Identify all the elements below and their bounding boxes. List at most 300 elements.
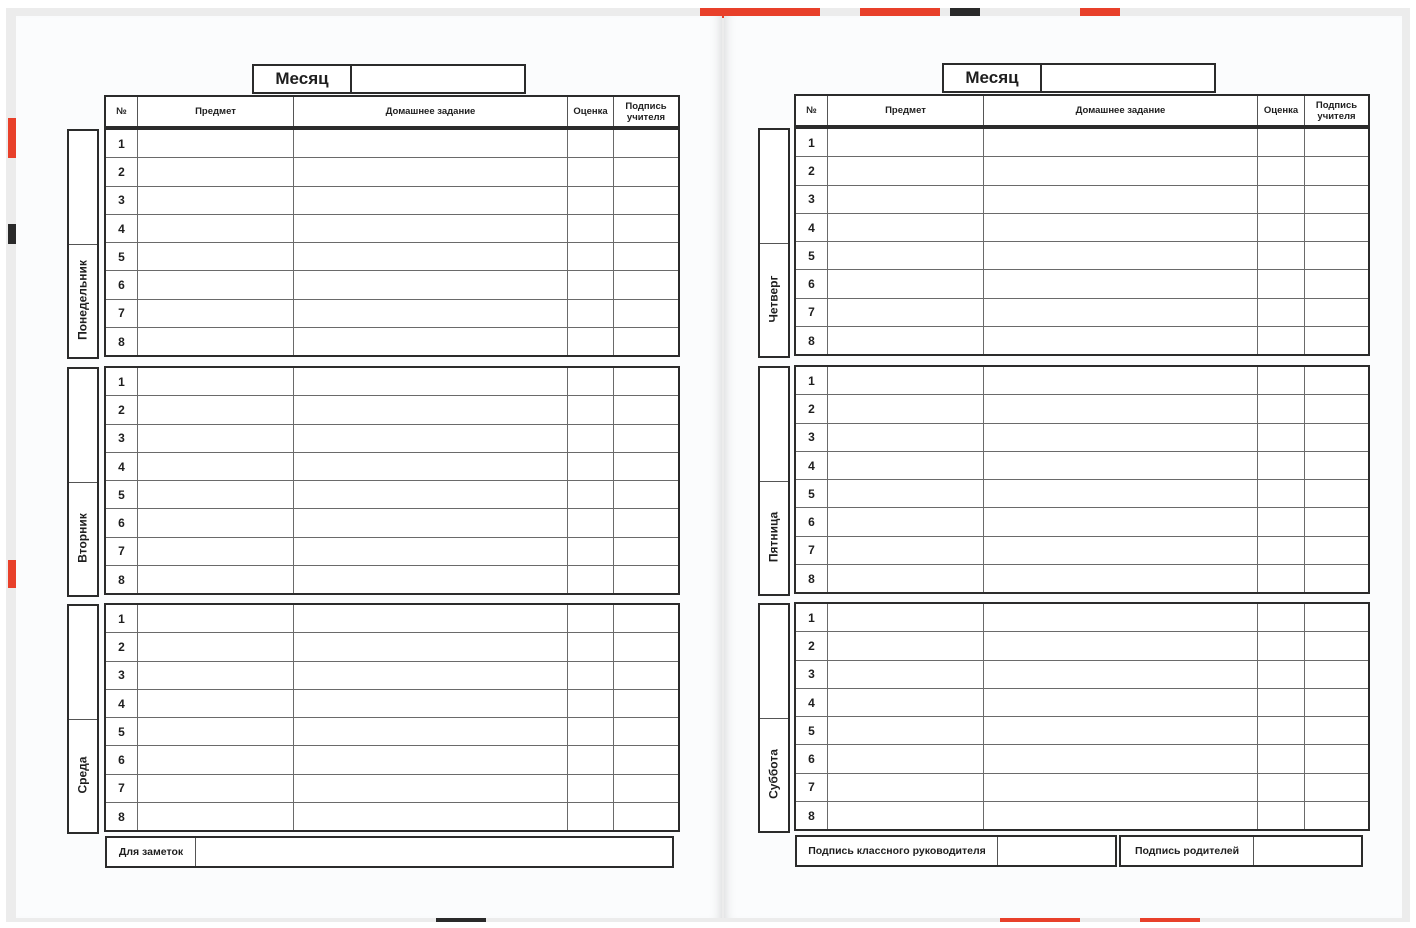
subject-cell[interactable]	[828, 129, 984, 157]
homework-cell[interactable]	[294, 803, 568, 831]
table-row	[106, 689, 679, 717]
subject-cell[interactable]	[828, 157, 984, 185]
homework-cell[interactable]	[294, 328, 568, 356]
lesson-number: 4	[106, 689, 138, 717]
signature-cell[interactable]	[614, 368, 679, 396]
homework-cell[interactable]	[294, 368, 568, 396]
table-row	[796, 688, 1369, 716]
homework-cell[interactable]	[294, 214, 568, 242]
homework-cell[interactable]	[294, 605, 568, 633]
lesson-number: 6	[106, 271, 138, 299]
homework-cell[interactable]	[294, 566, 568, 594]
subject-cell[interactable]	[828, 536, 984, 564]
table-row	[796, 395, 1369, 423]
right-column-header	[795, 95, 1369, 126]
homework-cell[interactable]	[984, 604, 1258, 632]
lesson-number: 7	[106, 537, 138, 565]
homework-cell[interactable]	[294, 661, 568, 689]
homework-cell[interactable]	[294, 481, 568, 509]
lesson-number: 5	[796, 717, 828, 745]
subject-cell[interactable]	[138, 368, 294, 396]
signature-cell[interactable]	[614, 271, 679, 299]
subject-cell[interactable]	[828, 773, 984, 801]
signature-cell[interactable]	[614, 509, 679, 537]
table-row	[106, 271, 679, 299]
table-row	[796, 157, 1369, 185]
subject-cell[interactable]	[828, 327, 984, 355]
table-row	[796, 536, 1369, 564]
subject-cell[interactable]	[138, 214, 294, 242]
month-input[interactable]	[1042, 65, 1214, 91]
homework-cell[interactable]	[294, 186, 568, 214]
lesson-number: 3	[796, 660, 828, 688]
signature-cell[interactable]	[614, 299, 679, 327]
grade-cell[interactable]	[568, 214, 614, 242]
lesson-number: 6	[106, 509, 138, 537]
homework-cell[interactable]	[984, 688, 1258, 716]
lesson-number: 8	[796, 802, 828, 830]
left-column-header	[105, 96, 679, 127]
day-name: Пятница	[767, 511, 781, 562]
homework-cell[interactable]	[984, 451, 1258, 479]
subject-cell[interactable]	[138, 186, 294, 214]
subject-cell[interactable]	[828, 717, 984, 745]
table-row	[106, 214, 679, 242]
grade-cell[interactable]	[1258, 185, 1305, 213]
subject-cell[interactable]	[138, 746, 294, 774]
grade-cell[interactable]	[568, 130, 614, 158]
homework-cell[interactable]	[294, 509, 568, 537]
class-teacher-signature-label: Подпись классного руководителя	[797, 837, 998, 865]
subject-cell[interactable]	[828, 367, 984, 395]
grade-cell[interactable]	[1258, 451, 1305, 479]
grade-cell[interactable]	[1258, 213, 1305, 241]
table-row	[796, 565, 1369, 593]
homework-cell[interactable]	[984, 157, 1258, 185]
grade-cell[interactable]	[568, 481, 614, 509]
table-row	[796, 773, 1369, 801]
signature-cell[interactable]	[614, 243, 679, 271]
grade-cell[interactable]	[568, 452, 614, 480]
lesson-number: 1	[796, 129, 828, 157]
table-row	[106, 481, 679, 509]
homework-cell[interactable]	[984, 536, 1258, 564]
lesson-number: 5	[106, 718, 138, 746]
table-row	[796, 660, 1369, 688]
homework-cell[interactable]	[294, 537, 568, 565]
subject-cell[interactable]	[828, 688, 984, 716]
notes-row	[105, 836, 674, 868]
lesson-number: 6	[796, 508, 828, 536]
table-row	[106, 509, 679, 537]
homework-cell[interactable]	[984, 480, 1258, 508]
month-input[interactable]	[352, 66, 524, 92]
signature-cell[interactable]	[1305, 536, 1369, 564]
homework-cell[interactable]	[294, 633, 568, 661]
signature-cell[interactable]	[614, 718, 679, 746]
lesson-number: 2	[796, 157, 828, 185]
signature-cell[interactable]	[1305, 508, 1369, 536]
signature-cell[interactable]	[1305, 367, 1369, 395]
day-label-box	[67, 604, 99, 834]
signature-cell[interactable]	[1305, 185, 1369, 213]
lesson-number: 1	[796, 367, 828, 395]
subject-cell[interactable]	[828, 213, 984, 241]
signature-cell[interactable]	[614, 396, 679, 424]
signature-cell[interactable]	[1305, 565, 1369, 593]
subject-cell[interactable]	[138, 537, 294, 565]
subject-cell[interactable]	[138, 243, 294, 271]
signature-cell[interactable]	[1305, 129, 1369, 157]
homework-cell[interactable]	[294, 396, 568, 424]
grade-cell[interactable]	[1258, 688, 1305, 716]
lesson-number: 3	[106, 186, 138, 214]
lesson-number: 4	[106, 214, 138, 242]
homework-cell[interactable]	[294, 299, 568, 327]
signature-cell[interactable]	[614, 424, 679, 452]
table-row	[106, 537, 679, 565]
grade-cell[interactable]	[568, 633, 614, 661]
parents-signature-row	[1119, 835, 1363, 867]
subject-cell[interactable]	[138, 566, 294, 594]
signature-cell[interactable]	[1305, 213, 1369, 241]
subject-cell[interactable]	[828, 604, 984, 632]
header-homework: Домашнее задание	[984, 96, 1258, 126]
signature-cell[interactable]	[1305, 745, 1369, 773]
signature-cell[interactable]	[614, 537, 679, 565]
grade-cell[interactable]	[568, 299, 614, 327]
subject-cell[interactable]	[828, 802, 984, 830]
homework-cell[interactable]	[294, 271, 568, 299]
homework-cell[interactable]	[984, 395, 1258, 423]
class-teacher-signature-input[interactable]	[998, 837, 1115, 865]
lesson-number: 7	[796, 536, 828, 564]
homework-cell[interactable]	[294, 158, 568, 186]
subject-cell[interactable]	[138, 689, 294, 717]
subject-cell[interactable]	[828, 451, 984, 479]
lesson-number: 8	[106, 566, 138, 594]
lesson-number: 7	[796, 773, 828, 801]
signature-cell[interactable]	[1305, 157, 1369, 185]
homework-cell[interactable]	[984, 242, 1258, 270]
subject-cell[interactable]	[828, 298, 984, 326]
grade-cell[interactable]	[1258, 565, 1305, 593]
grade-cell[interactable]	[1258, 717, 1305, 745]
day-schedule-table	[795, 603, 1369, 830]
homework-cell[interactable]	[984, 185, 1258, 213]
grade-cell[interactable]	[1258, 157, 1305, 185]
grade-cell[interactable]	[568, 718, 614, 746]
signature-cell[interactable]	[1305, 480, 1369, 508]
notes-input[interactable]	[196, 838, 672, 866]
header-grade: Оценка	[1258, 96, 1305, 126]
homework-cell[interactable]	[984, 213, 1258, 241]
signature-cell[interactable]	[614, 566, 679, 594]
table-row	[796, 480, 1369, 508]
homework-cell[interactable]	[294, 424, 568, 452]
homework-cell[interactable]	[294, 452, 568, 480]
homework-cell[interactable]	[984, 565, 1258, 593]
homework-cell[interactable]	[984, 423, 1258, 451]
subject-cell[interactable]	[138, 605, 294, 633]
subject-cell[interactable]	[138, 481, 294, 509]
day-schedule-table	[795, 366, 1369, 593]
table-row	[106, 452, 679, 480]
grade-cell[interactable]	[1258, 242, 1305, 270]
table-row	[106, 566, 679, 594]
subject-cell[interactable]	[138, 396, 294, 424]
homework-cell[interactable]	[984, 717, 1258, 745]
grade-cell[interactable]	[568, 689, 614, 717]
table-row	[796, 270, 1369, 298]
subject-cell[interactable]	[138, 299, 294, 327]
lesson-number: 4	[106, 452, 138, 480]
lesson-number: 6	[796, 270, 828, 298]
table-row	[796, 717, 1369, 745]
grade-cell[interactable]	[568, 424, 614, 452]
grade-cell[interactable]	[1258, 480, 1305, 508]
grade-cell[interactable]	[568, 605, 614, 633]
table-row	[106, 774, 679, 802]
homework-cell[interactable]	[294, 689, 568, 717]
grade-cell[interactable]	[568, 186, 614, 214]
subject-cell[interactable]	[138, 803, 294, 831]
header-subject: Предмет	[138, 97, 294, 127]
table-row	[796, 423, 1369, 451]
lesson-number: 5	[106, 481, 138, 509]
grade-cell[interactable]	[568, 566, 614, 594]
grade-cell[interactable]	[1258, 802, 1305, 830]
signature-cell[interactable]	[1305, 270, 1369, 298]
day-label-box	[67, 129, 99, 359]
signature-cell[interactable]	[1305, 632, 1369, 660]
signature-cell[interactable]	[1305, 242, 1369, 270]
day-schedule-table	[105, 129, 679, 356]
grade-cell[interactable]	[568, 537, 614, 565]
subject-cell[interactable]	[138, 452, 294, 480]
table-row	[796, 242, 1369, 270]
grade-cell[interactable]	[568, 509, 614, 537]
month-label: Месяц	[254, 66, 352, 92]
homework-cell[interactable]	[984, 367, 1258, 395]
day-schedule-table	[795, 128, 1369, 355]
grade-cell[interactable]	[568, 396, 614, 424]
header-number: №	[106, 97, 138, 127]
signature-cell[interactable]	[1305, 395, 1369, 423]
grade-cell[interactable]	[1258, 508, 1305, 536]
homework-cell[interactable]	[984, 129, 1258, 157]
signature-cell[interactable]	[614, 633, 679, 661]
signature-cell[interactable]	[1305, 773, 1369, 801]
table-row	[106, 803, 679, 831]
subject-cell[interactable]	[138, 328, 294, 356]
signature-cell[interactable]	[1305, 451, 1369, 479]
table-row	[106, 130, 679, 158]
homework-cell[interactable]	[984, 270, 1258, 298]
table-row	[106, 396, 679, 424]
grade-cell[interactable]	[568, 368, 614, 396]
lesson-number: 7	[796, 298, 828, 326]
homework-cell[interactable]	[984, 660, 1258, 688]
grade-cell[interactable]	[568, 328, 614, 356]
lesson-number: 2	[106, 158, 138, 186]
subject-cell[interactable]	[828, 745, 984, 773]
homework-cell[interactable]	[984, 802, 1258, 830]
grade-cell[interactable]	[1258, 604, 1305, 632]
grade-cell[interactable]	[1258, 423, 1305, 451]
table-row	[106, 299, 679, 327]
lesson-number: 8	[106, 328, 138, 356]
day-name: Понедельник	[76, 259, 90, 340]
grade-cell[interactable]	[1258, 327, 1305, 355]
signature-cell[interactable]	[1305, 688, 1369, 716]
signature-cell[interactable]	[614, 186, 679, 214]
signature-cell[interactable]	[1305, 423, 1369, 451]
subject-cell[interactable]	[138, 661, 294, 689]
grade-cell[interactable]	[568, 774, 614, 802]
subject-cell[interactable]	[828, 508, 984, 536]
homework-cell[interactable]	[984, 327, 1258, 355]
signature-cell[interactable]	[1305, 604, 1369, 632]
lesson-number: 2	[106, 633, 138, 661]
subject-cell[interactable]	[828, 242, 984, 270]
homework-cell[interactable]	[984, 298, 1258, 326]
signature-cell[interactable]	[614, 158, 679, 186]
homework-cell[interactable]	[294, 746, 568, 774]
homework-cell[interactable]	[294, 774, 568, 802]
signature-cell[interactable]	[614, 452, 679, 480]
signature-cell[interactable]	[614, 774, 679, 802]
signature-cell[interactable]	[1305, 660, 1369, 688]
subject-cell[interactable]	[138, 718, 294, 746]
grade-cell[interactable]	[1258, 773, 1305, 801]
subject-cell[interactable]	[828, 565, 984, 593]
grade-cell[interactable]	[568, 158, 614, 186]
signature-cell[interactable]	[1305, 298, 1369, 326]
signature-cell[interactable]	[614, 689, 679, 717]
grade-cell[interactable]	[568, 803, 614, 831]
signature-cell[interactable]	[614, 803, 679, 831]
table-row	[796, 745, 1369, 773]
subject-cell[interactable]	[828, 660, 984, 688]
signature-cell[interactable]	[1305, 717, 1369, 745]
signature-cell[interactable]	[614, 130, 679, 158]
class-teacher-signature-row	[795, 835, 1117, 867]
subject-cell[interactable]	[138, 424, 294, 452]
grade-cell[interactable]	[1258, 745, 1305, 773]
grade-cell[interactable]	[568, 243, 614, 271]
subject-cell[interactable]	[828, 423, 984, 451]
signature-cell[interactable]	[614, 481, 679, 509]
grade-cell[interactable]	[1258, 270, 1305, 298]
homework-cell[interactable]	[984, 745, 1258, 773]
subject-cell[interactable]	[828, 480, 984, 508]
lesson-number: 1	[106, 368, 138, 396]
right-month-box	[942, 63, 1216, 93]
signature-cell[interactable]	[614, 214, 679, 242]
subject-cell[interactable]	[828, 395, 984, 423]
header-subject: Предмет	[828, 96, 984, 126]
subject-cell[interactable]	[138, 509, 294, 537]
subject-cell[interactable]	[138, 271, 294, 299]
table-row	[106, 633, 679, 661]
signature-cell[interactable]	[1305, 802, 1369, 830]
grade-cell[interactable]	[1258, 632, 1305, 660]
subject-cell[interactable]	[828, 270, 984, 298]
lesson-number: 8	[796, 565, 828, 593]
table-row	[796, 129, 1369, 157]
day-schedule-table	[105, 367, 679, 594]
subject-cell[interactable]	[138, 158, 294, 186]
signature-cell[interactable]	[614, 328, 679, 356]
lesson-number: 2	[796, 395, 828, 423]
day-label-box	[758, 128, 790, 358]
lesson-number: 3	[106, 661, 138, 689]
lesson-number: 2	[106, 396, 138, 424]
homework-cell[interactable]	[294, 130, 568, 158]
signature-cell[interactable]	[614, 746, 679, 774]
subject-cell[interactable]	[828, 185, 984, 213]
day-schedule-table	[105, 604, 679, 831]
homework-cell[interactable]	[984, 773, 1258, 801]
day-name: Вторник	[76, 513, 90, 563]
subject-cell[interactable]	[828, 632, 984, 660]
grade-cell[interactable]	[568, 661, 614, 689]
homework-cell[interactable]	[984, 508, 1258, 536]
homework-cell[interactable]	[984, 632, 1258, 660]
signature-cell[interactable]	[614, 605, 679, 633]
homework-cell[interactable]	[294, 243, 568, 271]
table-row	[796, 451, 1369, 479]
lesson-number: 5	[796, 480, 828, 508]
table-row	[796, 367, 1369, 395]
grade-cell[interactable]	[1258, 367, 1305, 395]
signature-cell[interactable]	[614, 661, 679, 689]
subject-cell[interactable]	[138, 130, 294, 158]
lesson-number: 5	[106, 243, 138, 271]
lesson-number: 7	[106, 774, 138, 802]
lesson-number: 4	[796, 213, 828, 241]
grade-cell[interactable]	[1258, 129, 1305, 157]
table-row	[106, 158, 679, 186]
grade-cell[interactable]	[1258, 298, 1305, 326]
grade-cell[interactable]	[1258, 660, 1305, 688]
lesson-number: 6	[796, 745, 828, 773]
lesson-number: 4	[796, 451, 828, 479]
subject-cell[interactable]	[138, 774, 294, 802]
header-teacher-signature: Подпись учителя	[614, 97, 679, 127]
day-name: Суббота	[767, 748, 781, 799]
parents-signature-input[interactable]	[1254, 837, 1361, 865]
day-label-box	[67, 367, 99, 597]
lesson-number: 5	[796, 242, 828, 270]
table-row	[106, 424, 679, 452]
table-row	[796, 213, 1369, 241]
subject-cell[interactable]	[138, 633, 294, 661]
lesson-number: 1	[106, 605, 138, 633]
signature-cell[interactable]	[1305, 327, 1369, 355]
grade-cell[interactable]	[568, 746, 614, 774]
grade-cell[interactable]	[568, 271, 614, 299]
header-homework: Домашнее задание	[294, 97, 568, 127]
table-row	[796, 327, 1369, 355]
grade-cell[interactable]	[1258, 395, 1305, 423]
header-number: №	[796, 96, 828, 126]
homework-cell[interactable]	[294, 718, 568, 746]
table-row	[796, 298, 1369, 326]
grade-cell[interactable]	[1258, 536, 1305, 564]
lesson-number: 1	[796, 604, 828, 632]
